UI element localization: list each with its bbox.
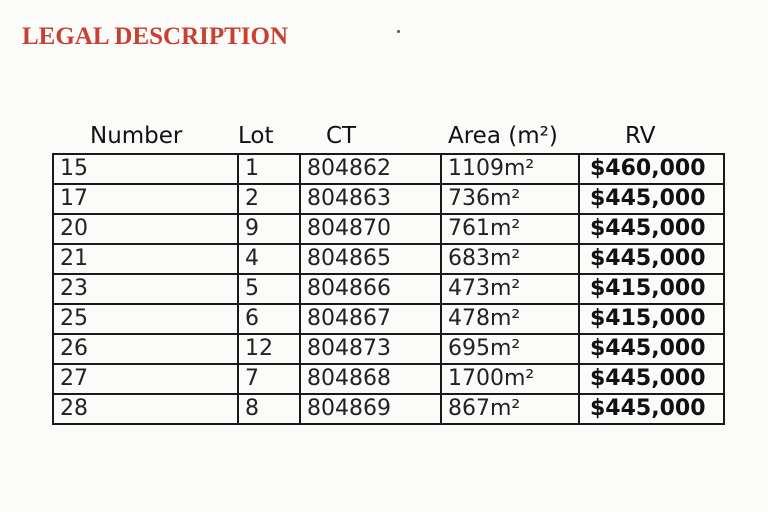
cell-rv: $445,000: [579, 184, 724, 214]
cell-ct: 804865: [300, 244, 441, 274]
cell-number: 25: [53, 304, 238, 334]
cell-rv: $445,000: [579, 214, 724, 244]
cell-rv: $460,000: [579, 154, 724, 184]
cell-lot: 8: [238, 394, 300, 424]
cell-area: 761m²: [441, 214, 579, 244]
cell-number: 17: [53, 184, 238, 214]
cell-area: 695m²: [441, 334, 579, 364]
column-header-rv: RV: [625, 123, 656, 149]
legal-description-table: [52, 153, 725, 425]
table-row: [53, 274, 724, 304]
cell-ct: 804862: [300, 154, 441, 184]
cell-area: 1700m²: [441, 364, 579, 394]
cell-rv: $415,000: [579, 274, 724, 304]
cell-ct: 804873: [300, 334, 441, 364]
cell-lot: 7: [238, 364, 300, 394]
cell-rv: $445,000: [579, 334, 724, 364]
cell-area: 683m²: [441, 244, 579, 274]
scan-speck: [397, 30, 400, 33]
cell-rv: $445,000: [579, 244, 724, 274]
table-row: [53, 244, 724, 274]
cell-ct: 804867: [300, 304, 441, 334]
cell-lot: 9: [238, 214, 300, 244]
table-row: [53, 394, 724, 424]
cell-area: 1109m²: [441, 154, 579, 184]
cell-ct: 804868: [300, 364, 441, 394]
cell-area: 736m²: [441, 184, 579, 214]
cell-lot: 6: [238, 304, 300, 334]
cell-ct: 804869: [300, 394, 441, 424]
column-header-area: Area (m²): [448, 123, 558, 149]
table-header: [0, 121, 768, 153]
cell-number: 23: [53, 274, 238, 304]
cell-ct: 804866: [300, 274, 441, 304]
cell-ct: 804870: [300, 214, 441, 244]
cell-number: 26: [53, 334, 238, 364]
cell-lot: 1: [238, 154, 300, 184]
table-row: [53, 184, 724, 214]
cell-lot: 12: [238, 334, 300, 364]
cell-rv: $445,000: [579, 394, 724, 424]
column-header-number: Number: [90, 123, 183, 149]
cell-number: 21: [53, 244, 238, 274]
cell-lot: 4: [238, 244, 300, 274]
table-row: [53, 304, 724, 334]
cell-number: 15: [53, 154, 238, 184]
cell-rv: $415,000: [579, 304, 724, 334]
cell-area: 478m²: [441, 304, 579, 334]
cell-rv: $445,000: [579, 364, 724, 394]
page-title: LEGAL DESCRIPTION: [22, 23, 289, 50]
cell-ct: 804863: [300, 184, 441, 214]
cell-area: 473m²: [441, 274, 579, 304]
table-row: [53, 214, 724, 244]
cell-area: 867m²: [441, 394, 579, 424]
cell-number: 20: [53, 214, 238, 244]
table-row: [53, 154, 724, 184]
table-row: [53, 334, 724, 364]
cell-lot: 2: [238, 184, 300, 214]
cell-number: 27: [53, 364, 238, 394]
table-body: [53, 154, 724, 424]
column-header-ct: CT: [326, 123, 357, 149]
table-row: [53, 364, 724, 394]
column-header-lot: Lot: [238, 123, 274, 149]
cell-lot: 5: [238, 274, 300, 304]
cell-number: 28: [53, 394, 238, 424]
